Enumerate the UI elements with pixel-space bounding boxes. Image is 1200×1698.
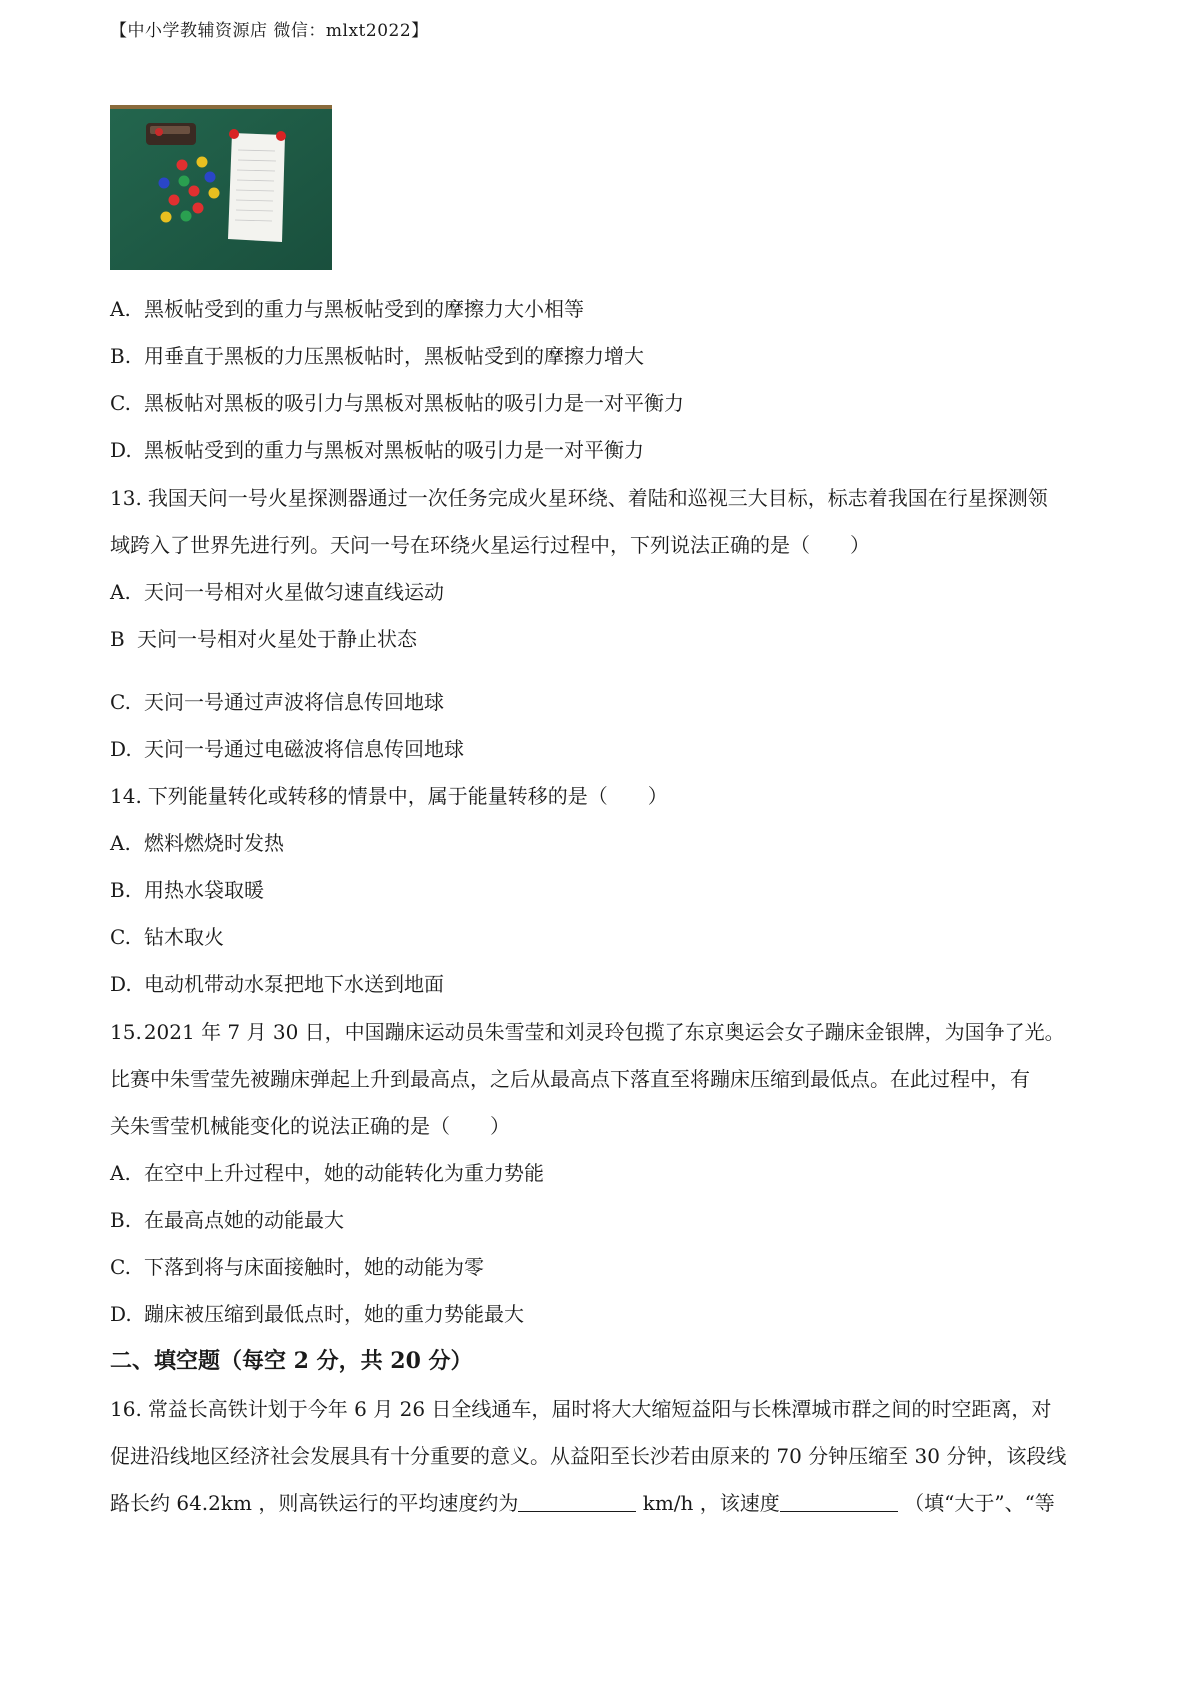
option-letter: A. — [110, 1161, 131, 1185]
option-text: 蹦床被压缩到最低点时，她的重力势能最大 — [144, 1302, 524, 1326]
option-letter: A. — [110, 297, 131, 321]
option-text: 天问一号相对火星做匀速直线运动 — [144, 580, 444, 604]
q14-stem — [110, 780, 668, 809]
q13-stem-line1 — [110, 482, 1048, 511]
question-number: 16. — [110, 1397, 142, 1421]
question-number: 14. — [110, 784, 142, 808]
question-stem: 我国天问一号火星探测器通过一次任务完成火星环绕、着陆和巡视三大目标，标志着我国在行星探测领 — [147, 486, 1048, 510]
option-letter: C. — [110, 391, 131, 415]
q16-line1 — [110, 1393, 1051, 1422]
q12-option-a — [110, 293, 584, 322]
q15-option-d — [110, 1298, 524, 1327]
option-text: 黑板帖受到的重力与黑板帖受到的摩擦力大小相等 — [144, 297, 584, 321]
option-letter: B. — [110, 344, 132, 368]
option-text: 用热水袋取暖 — [144, 878, 264, 902]
q14-option-a — [110, 827, 284, 856]
page-header: 【中小学教辅资源店 微信：mlxt2022】 — [110, 21, 429, 41]
q16-line3 — [110, 1487, 1055, 1516]
question-stem: 2021 年 7 月 30 日，中国蹦床运动员朱雪莹和刘灵玲包揽了东京奥运会女子蹦床金银牌，为国争了光。 — [143, 1020, 1065, 1044]
q15-option-a — [110, 1157, 544, 1186]
blackboard-photo — [110, 105, 332, 270]
option-letter: A. — [110, 831, 131, 855]
option-letter: D. — [110, 438, 132, 462]
option-text: 钻木取火 — [144, 925, 224, 949]
option-letter: D. — [110, 1302, 132, 1326]
option-letter: C. — [110, 690, 131, 714]
q15-stem-line2: 比赛中朱雪莹先被蹦床弹起上升到最高点，之后从最高点下落直至将蹦床压缩到最低点。在此过程中，有 — [110, 1067, 1030, 1091]
question-number: 15. — [110, 1020, 142, 1044]
option-text: 天问一号通过电磁波将信息传回地球 — [144, 737, 464, 761]
question-stem: 下列能量转化或转移的情景中，属于能量转移的是（ ） — [147, 784, 668, 808]
q15-option-c — [110, 1251, 484, 1280]
q13-option-d — [110, 733, 464, 762]
option-letter: C. — [110, 925, 131, 949]
q12-option-d — [110, 434, 644, 463]
option-text: 燃料燃烧时发热 — [144, 831, 284, 855]
option-text: 用垂直于黑板的力压黑板帖时，黑板帖受到的摩擦力增大 — [144, 344, 644, 368]
option-letter: B. — [110, 1208, 132, 1232]
option-letter: C. — [110, 1255, 131, 1279]
q16-line2: 促进沿线地区经济社会发展具有十分重要的意义。从益阳至长沙若由原来的 70 分钟压缩至 30 分钟，该段线 — [110, 1444, 1067, 1468]
q16-text-a: 路长约 64.2km ，则高铁运行的平均速度约为 — [110, 1491, 519, 1515]
q13-stem-line2: 域跨入了世界先进行列。天问一号在环绕火星运行过程中，下列说法正确的是（ ） — [110, 533, 870, 557]
option-letter: D. — [110, 737, 132, 761]
option-letter: A. — [110, 580, 131, 604]
option-text: 黑板帖受到的重力与黑板对黑板帖的吸引力是一对平衡力 — [144, 438, 644, 462]
q12-option-b — [110, 340, 644, 369]
option-text: 天问一号通过声波将信息传回地球 — [144, 690, 444, 714]
section-heading: 二、填空题（每空 2 分，共 20 分） — [110, 1348, 473, 1374]
q13-option-a — [110, 576, 444, 605]
blackboard-illustration — [110, 105, 332, 270]
q14-option-d — [110, 968, 444, 997]
option-letter: B. — [110, 878, 132, 902]
option-text: 电动机带动水泵把地下水送到地面 — [144, 972, 444, 996]
q15-stem-line3: 关朱雪莹机械能变化的说法正确的是（ ） — [110, 1114, 510, 1138]
q16-text-b: km/h ，该速度 — [642, 1491, 780, 1515]
option-text: 下落到将与床面接触时，她的动能为零 — [144, 1255, 484, 1279]
answer-blank-2[interactable] — [780, 1493, 898, 1512]
q13-option-b — [110, 623, 417, 652]
q15-option-b — [110, 1204, 344, 1233]
option-text: 天问一号相对火星处于静止状态 — [137, 627, 417, 651]
option-text: 黑板帖对黑板的吸引力与黑板对黑板帖的吸引力是一对平衡力 — [144, 391, 684, 415]
q14-option-b — [110, 874, 264, 903]
option-letter: D. — [110, 972, 132, 996]
q13-option-c — [110, 686, 444, 715]
option-letter: B — [110, 627, 125, 651]
question-number: 13. — [110, 486, 142, 510]
option-text: 在最高点她的动能最大 — [144, 1208, 344, 1232]
answer-blank-1[interactable] — [518, 1493, 636, 1512]
option-text: 在空中上升过程中，她的动能转化为重力势能 — [144, 1161, 544, 1185]
q15-stem-line1 — [110, 1016, 1065, 1045]
question-stem: 常益长高铁计划于今年 6 月 26 日全线通车，届时将大大缩短益阳与长株潭城市群之间的时空距离，对 — [147, 1397, 1052, 1421]
q14-option-c — [110, 921, 224, 950]
q16-text-c: （填“大于”、“等 — [904, 1491, 1055, 1515]
q12-option-c — [110, 387, 684, 416]
